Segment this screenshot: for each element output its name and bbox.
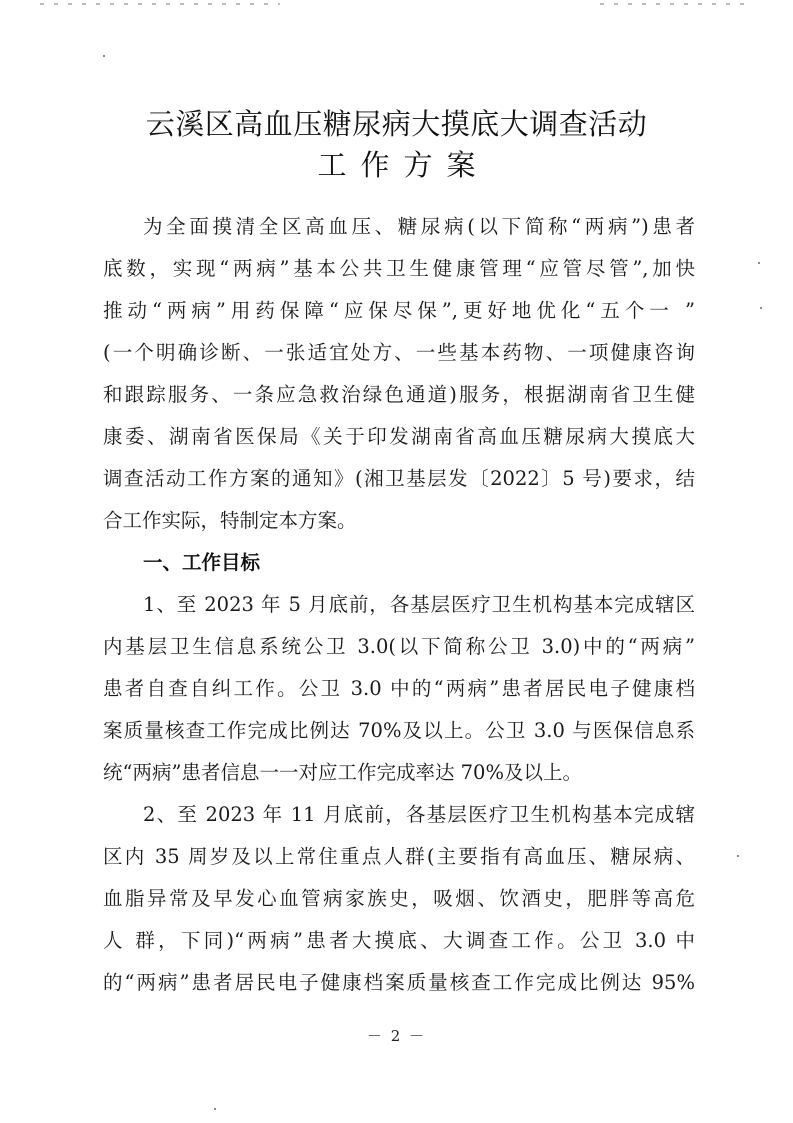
scan-speck — [214, 1108, 216, 1110]
document-subtitle: 工作方案 — [317, 148, 490, 182]
paragraph-line: 调查活动工作方案的通知》(湘卫基层发〔2022〕5 号)要求，结 — [103, 467, 695, 490]
paragraph-line: (一个明确诊断、一张适宜处方、一些基本药物、一项健康咨询 — [103, 341, 695, 364]
paragraph-line: 区内 35 周岁及以上常住重点人群(主要指有高血压、糖尿病、 — [103, 845, 695, 868]
scan-speck — [758, 262, 760, 264]
paragraph-line: 推动“两病”用药保障“应保尽保”,更好地优化“五个一 ” — [103, 299, 695, 322]
paragraph-line: 血脂异常及早发心血管病家族史，吸烟、饮酒史，肥胖等高危 — [103, 887, 695, 910]
paragraph-line: 内基层卫生信息系统公卫 3.0(以下简称公卫 3.0)中的“两病” — [103, 635, 695, 658]
section-heading: 一、工作目标 — [143, 551, 261, 574]
paragraph-line: 案质量核查工作完成比例达 70%及以上。公卫 3.0 与医保信息系 — [103, 719, 695, 742]
scan-speck — [760, 307, 762, 309]
paragraph-line: 2、至 2023 年 11 月底前，各基层医疗卫生机构基本完成辖 — [143, 803, 695, 826]
paragraph-line: 底数，实现“两病”基本公共卫生健康管理“应管尽管”,加快 — [103, 257, 695, 280]
paragraph-line: 和跟踪服务、一条应急救治绿色通道)服务，根据湖南省卫生健 — [103, 383, 695, 406]
paragraph-line: 1、至 2023 年 5 月底前，各基层医疗卫生机构基本完成辖区 — [143, 593, 695, 616]
paragraph-line: 统“两病”患者信息一一对应工作完成率达 70%及以上。 — [103, 761, 582, 784]
scan-speck — [737, 855, 739, 857]
scan-speck — [103, 55, 105, 57]
document-title: 云溪区高血压糖尿病大摸底大调查活动 — [145, 107, 648, 141]
paragraph-line: 康委、湖南省医保局《关于印发湖南省高血压糖尿病大摸底大 — [103, 425, 695, 448]
scan-edge-marks-right — [600, 3, 750, 5]
paragraph-line: 人 群，下同)“两病”患者大摸底、大调查工作。公卫 3.0 中 — [103, 929, 695, 952]
paragraph-line: 为全面摸清全区高血压、糖尿病(以下简称“两病”)患者 — [143, 215, 695, 238]
page-number: － 2 － — [366, 1027, 427, 1045]
paragraph-line: 的“两病”患者居民电子健康档案质量核查工作完成比例达 95% — [103, 971, 695, 994]
scan-edge-marks — [40, 3, 280, 5]
paragraph-line: 患者自查自纠工作。公卫 3.0 中的“两病”患者居民电子健康档 — [103, 677, 695, 700]
paragraph-line: 合工作实际，特制定本方案。 — [103, 509, 357, 532]
